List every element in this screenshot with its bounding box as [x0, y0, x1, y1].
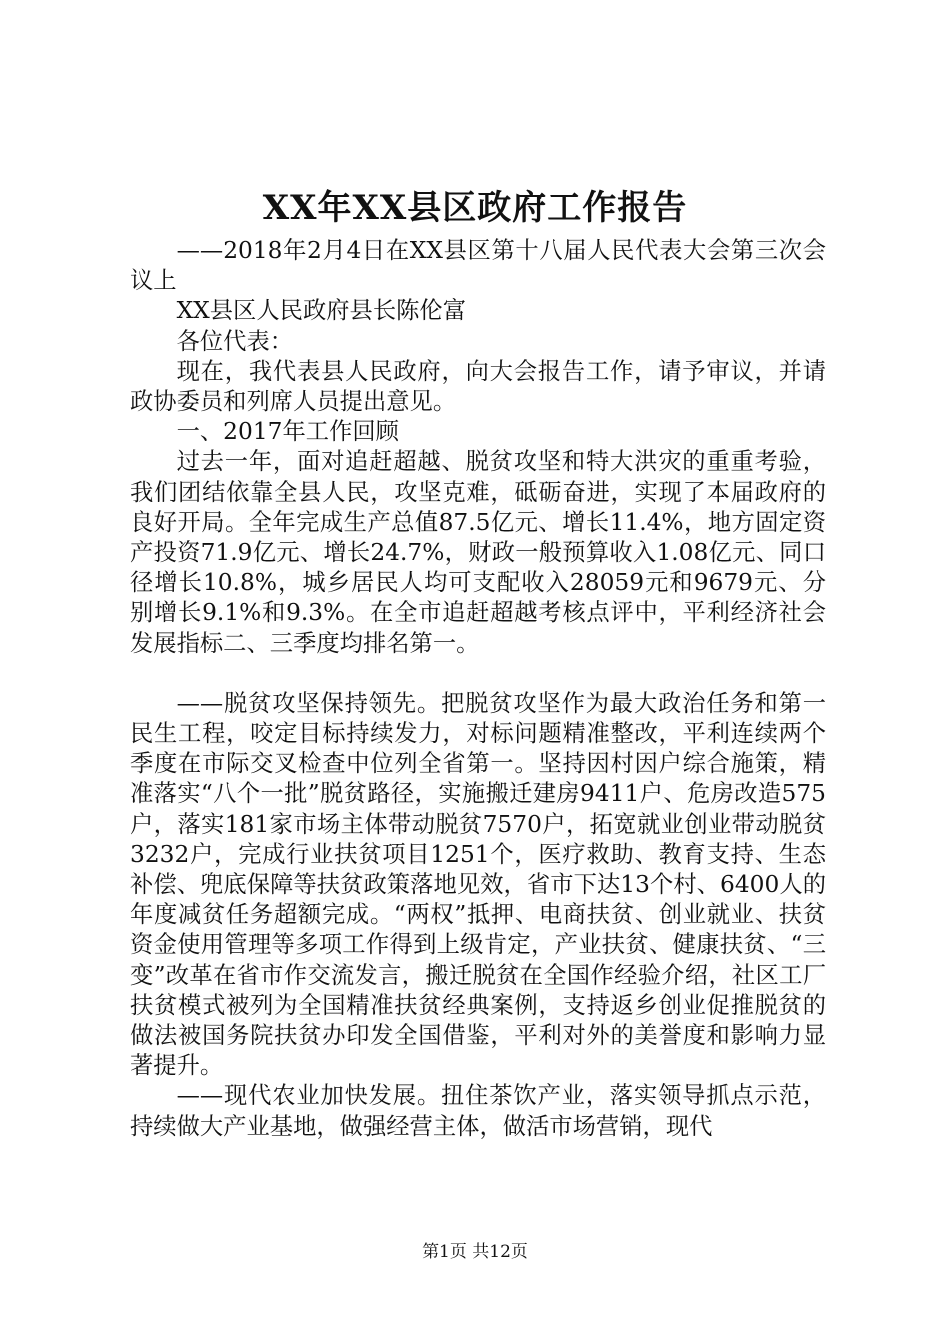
body-paragraph: 现在，我代表县人民政府，向大会报告工作，请予审议，并请政协委员和列席人员提出意见。: [130, 357, 826, 416]
author-line: XX县区人民政府县长陈伦富: [176, 297, 467, 325]
salutation: 各位代表：: [176, 327, 294, 355]
body-paragraph: 过去一年，面对追赶超越、脱贫攻坚和特大洪灾的重重考验，我们团结依靠全县人民，攻坚克难，砥砺奋进，实现了本届政府的良好开局。全年完成生产总值87.5亿元、增长11.4%，地方固定资产投资71.9亿元、增长24.7%，财政一般预算收入1.08亿元、同口径增长10.8%，城乡居民人均可支配收入28059元和9679元、分别增长9.1%和9.3%。在全市追赶超越考核点评中，平利经济社会发展指标二、三季度均排名第一。: [130, 448, 826, 657]
body-paragraph: ——脱贫攻坚保持领先。把脱贫攻坚作为最大政治任务和第一民生工程，咬定目标持续发力，对标问题精准整改，平利连续两个季度在市际交叉检查中位列全省第一。坚持因村因户综合施策，精准落实“八个一批”脱贫路径，实施搬迁建房9411户、危房改造575户，落实181家市场主体带动脱贫7570户，拓宽就业创业带动脱贫3232户，完成行业扶贫项目1251个，医疗救助、教育支持、生态补偿、兜底保障等扶贫政策落地见效，省市下达13个村、6400人的年度减贫任务超额完成。“两权”抵押、电商扶贫、创业就业、扶贫资金使用管理等多项工作得到上级肯定，产业扶贫、健康扶贫、“三变”改革在省市作交流发言，搬迁脱贫在全国作经验介绍，社区工厂扶贫模式被列为全国精准扶贫经典案例，支持返乡创业促推脱贫的做法被国务院扶贫办印发全国借鉴，平利对外的美誉度和影响力显著提升。: [130, 689, 826, 1080]
document-title: XX年XX县区政府工作报告: [262, 188, 688, 228]
section-heading: 一、2017年工作回顾: [176, 418, 399, 446]
page-footer: 第1页 共12页: [422, 1242, 528, 1262]
document-body: [130, 236, 826, 1142]
body-paragraph: ——现代农业加快发展。扭住茶饮产业，落实领导抓点示范，持续做大产业基地，做强经营主体，做活市场营销，现代: [130, 1082, 826, 1140]
subtitle-paragraph: ——2018年2月4日在XX县区第十八届人民代表大会第三次会议上: [130, 237, 826, 295]
